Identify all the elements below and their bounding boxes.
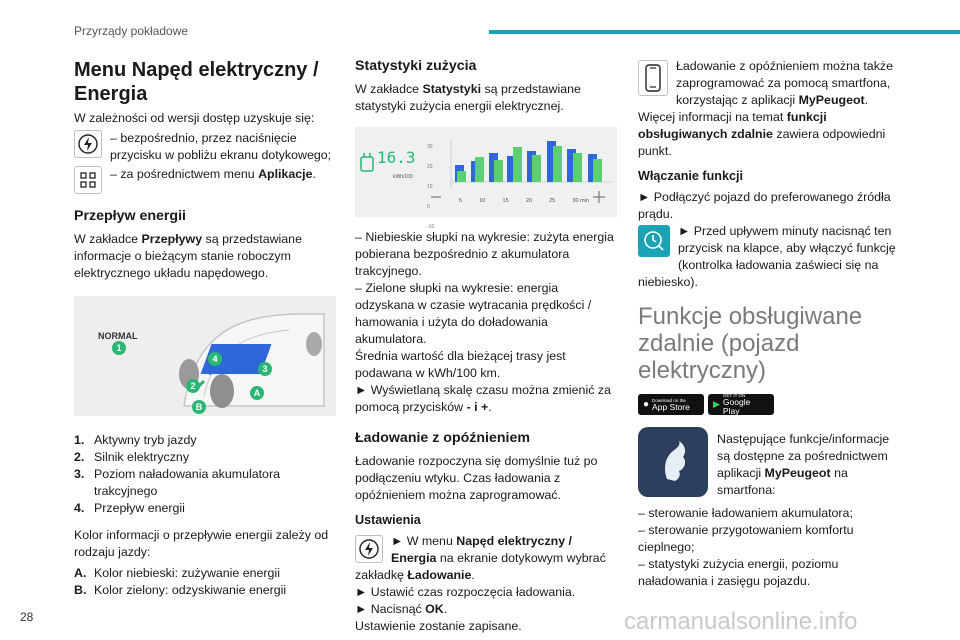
legend-numbers: [74, 432, 336, 517]
chart-desc-blue: – Niebieskie słupki na wykresie: zużyta energia pobierana bezpośrednio z akumulatora trakcyjnego.: [355, 230, 614, 278]
chart-x-axis: [459, 193, 589, 210]
feature-item: – sterowanie ładowaniem akumulatora;: [638, 506, 853, 520]
chart-desc-scale: ► Wyświetlaną skalę czasu można zmienić za pomocą przycisków - i +.: [355, 383, 611, 414]
consumption-chart-screen: [355, 127, 617, 230]
settings-saved: Ustawienie zostanie zapisane.: [355, 619, 522, 633]
store-badges: [638, 394, 900, 415]
y-tick: 20: [427, 164, 433, 170]
column-2: [355, 58, 620, 635]
watermark: carmanualsonline.info: [624, 608, 858, 635]
enable-step-1: ► Podłączyć pojazd do preferowanego źródła prądu.: [638, 190, 891, 221]
settings-step-1: ► W menu Napęd elektryczny / Energia na ekranie dotykowym wybrać zakładkę Ładowanie.: [355, 534, 606, 582]
x-tick: 10: [479, 198, 486, 204]
marker-1: 1: [112, 341, 126, 355]
chart-unit: kWh/100: [393, 174, 413, 180]
drive-mode-label: NORMAL: [98, 331, 138, 341]
chart-desc-green: – Zielone słupki na wykresie: energia odzyskana w czasie wytracania prędkości / hamowania i użyta do doładowania akumulatora.: [355, 281, 592, 346]
list-item: 2. Silnik elektryczny: [74, 450, 190, 464]
header-accent-bar: [489, 30, 960, 34]
marker-3: 3: [258, 362, 272, 376]
enable-step-2-block: ► Przed upływem minuty nacisnąć ten przycisk na klapce, aby włączyć funkcję (kontrolka ładowania zaświeci się na niebiesko).: [638, 224, 896, 289]
apple-icon: ●: [643, 399, 650, 410]
y-tick: 0: [427, 204, 430, 210]
energy-flow-illustration: [74, 296, 336, 416]
energy-button-icon: [355, 535, 383, 563]
marker-a: A: [250, 386, 264, 400]
google-play-badge[interactable]: ▶ GET IT ON Google Play: [708, 394, 774, 415]
access-apps-text: – za pośrednictwem menu Aplikacje.: [110, 167, 316, 181]
flow-title: Przepływ energii: [74, 208, 186, 224]
access-row-direct: [74, 130, 336, 164]
x-tick: 15: [502, 198, 509, 204]
access-direct-text: – bezpośrednio, przez naciśnięcie przycisku w pobliżu ekranu dotykowego;: [110, 131, 332, 162]
energy-button-icon: [74, 130, 102, 158]
list-item: 3. Poziom naładowania akumulatora trakcyjnego: [74, 467, 280, 498]
enable-title: Włączanie funkcji: [638, 169, 743, 183]
smartphone-note: Ładowanie z opóźnieniem można także zaprogramować za pomocą smartfona, korzystając z aplikacji MyPeugeot. Więcej informacji na temat funkcji obsługiwanych zdalnie zawiera odpowiedni punkt.: [638, 59, 893, 158]
delay-title: Ładowanie z opóźnieniem: [355, 430, 530, 446]
list-item: A. Kolor niebieski: zużywanie energii: [74, 566, 280, 580]
plug-icon: [361, 153, 373, 171]
settings-step-2: ► Ustawić czas rozpoczęcia ładowania.: [355, 585, 576, 599]
column-1: [74, 58, 336, 599]
marker-4: 4: [208, 352, 222, 366]
color-info: Kolor informacji o przepływie energii zależy od rodzaju jazdy:: [74, 528, 329, 559]
x-tick: 25: [549, 198, 556, 204]
chart-value: 16.3: [377, 148, 416, 167]
column-3: [638, 58, 900, 590]
access-intro: W zależności od wersji dostęp uzyskuje się:: [74, 111, 315, 125]
app-info-block: Następujące funkcje/informacje są dostępne za pośrednictwem aplikacji MyPeugeot na smartfona:: [638, 427, 900, 499]
settings-step-3: ► Nacisnąć OK.: [355, 602, 448, 616]
peugeot-app-icon: [638, 427, 708, 497]
app-store-badge[interactable]: ● Download on the App Store: [638, 394, 704, 415]
list-item: 1. Aktywny tryb jazdy: [74, 433, 197, 447]
section-title-energy-menu: [74, 58, 336, 106]
feature-item: – sterowanie przygotowaniem komfortu cieplnego;: [638, 523, 854, 554]
x-tick: 30 min: [572, 198, 589, 204]
remote-functions-title: Funkcje obsługiwane zdalnie (pojazd elektryczny): [638, 303, 863, 384]
y-tick: 10: [427, 184, 433, 190]
marker-2: 2: [186, 379, 200, 393]
play-icon: ▶: [713, 399, 720, 409]
list-item: B. Kolor zielony: odzyskiwanie energii: [74, 583, 287, 597]
legend-letters: [74, 565, 336, 599]
access-row-apps: [74, 166, 336, 194]
charge-timer-icon: [638, 225, 670, 257]
marker-b: B: [192, 400, 206, 414]
y-tick: 30: [427, 144, 433, 150]
chart-y-axis: [427, 139, 434, 236]
feature-item: – statystyki zużycia energii, poziomu naładowania i zasięgu pojazdu.: [638, 557, 839, 588]
flow-description: W zakładce Przepływy są przedstawiane informacje o bieżącym stanie roboczym elektrycznego układu napędowego.: [74, 232, 302, 280]
x-tick: 5: [459, 198, 463, 204]
page-number: 28: [20, 610, 34, 624]
chapter-title: Przyrządy pokładowe: [74, 24, 189, 38]
title-line-1: Menu Napęd elektryczny /: [74, 59, 319, 81]
y-tick: -10: [427, 224, 435, 230]
delay-text: Ładowanie rozpoczyna się domyślnie tuż po podłączeniu wtyku. Czas ładowania z opóźnieniem można zaprogramować.: [355, 454, 598, 502]
apps-grid-icon: [74, 166, 102, 194]
x-tick: 20: [525, 198, 532, 204]
chart-desc-average: Średnia wartość dla bieżącej trasy jest podawana w kWh/100 km.: [355, 349, 566, 380]
stats-title: Statystyki zużycia: [355, 58, 477, 74]
settings-title: Ustawienia: [355, 513, 421, 527]
stats-description: W zakładce Statystyki są przedstawiane statystyki zużycia energii elektrycznej.: [355, 82, 581, 113]
settings-block: [355, 533, 620, 635]
list-item: 4. Przepływ energii: [74, 501, 185, 515]
smartphone-icon: [638, 60, 668, 96]
title-line-2: Energia: [74, 83, 148, 105]
